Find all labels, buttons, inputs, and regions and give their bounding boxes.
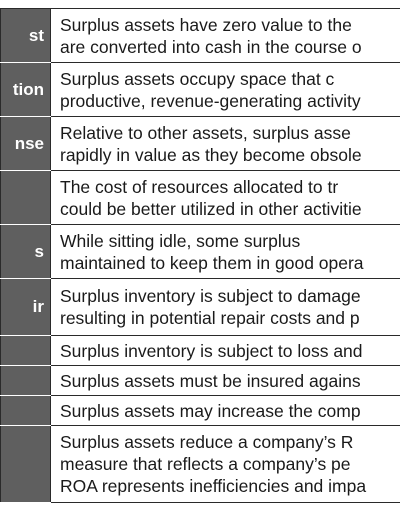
- table-row: [1, 225, 400, 279]
- table-row: [1, 117, 400, 171]
- description-line: The cost of resources allocated to tr: [60, 176, 339, 197]
- table-row: [1, 279, 400, 336]
- table-row: [1, 171, 400, 225]
- row-label: [1, 396, 51, 426]
- description-line: Surplus assets reduce a company’s R: [60, 432, 354, 452]
- description-line: ROA represents inefficiencies and impa: [60, 476, 367, 496]
- description-line: maintained to keep them in good opera: [60, 252, 364, 273]
- description-line: Surplus inventory is subject to loss and: [60, 340, 363, 361]
- description-line: are converted into cash in the course o: [60, 36, 362, 57]
- row-label: tion: [1, 63, 51, 117]
- row-description: [51, 366, 400, 396]
- table-row: [1, 426, 400, 503]
- description-line: While sitting idle, some surplus: [60, 230, 301, 251]
- description-line: Surplus assets may increase the comp: [60, 400, 361, 421]
- description-line: Relative to other assets, surplus asse: [60, 122, 351, 143]
- table-row: [1, 366, 400, 396]
- description-line: rapidly in value as they become obsole: [60, 144, 362, 165]
- description-line: could be better utilized in other activitie: [60, 198, 362, 219]
- row-label: s: [1, 225, 51, 279]
- table-row: [1, 396, 400, 426]
- row-description: [51, 171, 400, 225]
- row-description: [51, 279, 400, 336]
- row-label: nse: [1, 117, 51, 171]
- row-label: [1, 426, 51, 503]
- row-description: [51, 396, 400, 426]
- description-line: measure that reflects a company’s pe: [60, 454, 351, 474]
- table-row: [1, 63, 400, 117]
- description-line: Surplus assets have zero value to the: [60, 14, 352, 35]
- row-description: [51, 225, 400, 279]
- row-label: [1, 336, 51, 366]
- row-label: [1, 171, 51, 225]
- row-description: [51, 336, 400, 366]
- table-row: [1, 9, 400, 63]
- row-description: [51, 426, 400, 503]
- description-line: productive, revenue-generating activity: [60, 90, 361, 111]
- row-description: [51, 117, 400, 171]
- row-label: st: [1, 9, 51, 63]
- row-description: [51, 9, 400, 63]
- row-label: [1, 366, 51, 396]
- description-line: resulting in potential repair costs and p: [60, 308, 360, 328]
- table-row: [1, 336, 400, 366]
- description-line: Surplus assets must be insured agains: [60, 370, 361, 391]
- description-line: Surplus inventory is subject to damage: [60, 286, 361, 306]
- surplus-assets-costs-table: [0, 8, 400, 503]
- description-line: Surplus assets occupy space that c: [60, 68, 335, 89]
- row-description: [51, 63, 400, 117]
- row-label: ir: [1, 279, 51, 336]
